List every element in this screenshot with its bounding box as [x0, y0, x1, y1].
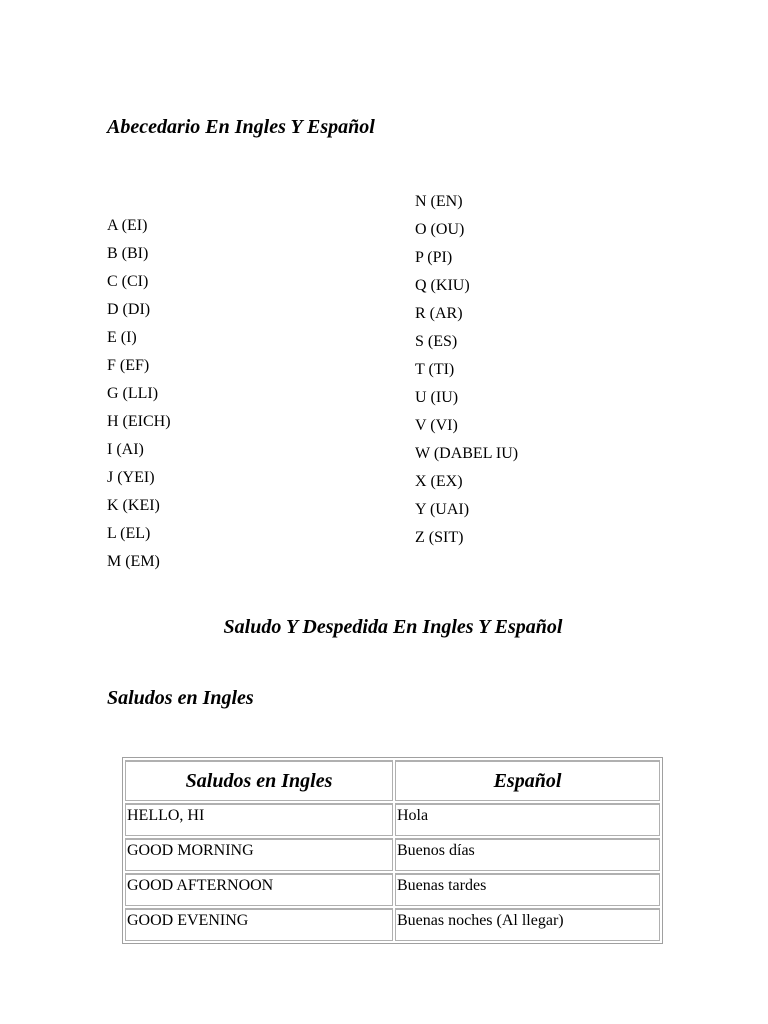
subsection-title: Saludos en Ingles	[107, 687, 254, 709]
alphabet-item: H (EICH)	[107, 413, 171, 430]
alphabet-item: E (I)	[107, 329, 137, 346]
alphabet-list-right	[415, 188, 518, 552]
alphabet-item: V (VI)	[415, 417, 458, 434]
alphabet-item: I (AI)	[107, 441, 144, 458]
alphabet-item: J (YEI)	[107, 469, 155, 486]
alphabet-item: Z (SIT)	[415, 529, 464, 546]
alphabet-list-left	[107, 212, 171, 576]
table-cell: HELLO, HI	[125, 803, 393, 836]
table-cell: Hola	[395, 803, 660, 836]
alphabet-item: B (BI)	[107, 245, 149, 262]
alphabet-item: T (TI)	[415, 361, 455, 378]
alphabet-item: Y (UAI)	[415, 501, 470, 518]
alphabet-item: O (OU)	[415, 221, 465, 238]
alphabet-item: F (EF)	[107, 357, 150, 374]
section-title: Saludo Y Despedida En Ingles Y Español	[223, 616, 563, 638]
alphabet-item: X (EX)	[415, 473, 463, 490]
table-row	[125, 873, 660, 906]
document-title: Abecedario En Ingles Y Español	[107, 116, 375, 138]
greetings-table	[122, 757, 663, 944]
alphabet-item: P (PI)	[415, 249, 453, 266]
table-cell: Buenas noches (Al llegar)	[395, 908, 660, 941]
table-cell: Buenas tardes	[395, 873, 660, 906]
table-row	[125, 908, 660, 941]
alphabet-item: Q (KIU)	[415, 277, 470, 294]
alphabet-item: N (EN)	[415, 193, 463, 210]
table-cell: Buenos días	[395, 838, 660, 871]
table-cell: GOOD AFTERNOON	[125, 873, 393, 906]
table-header-row	[125, 760, 660, 801]
table-cell: GOOD EVENING	[125, 908, 393, 941]
alphabet-item: W (DABEL IU)	[415, 445, 519, 462]
table-header-cell: Saludos en Ingles	[125, 760, 393, 801]
alphabet-item: R (AR)	[415, 305, 463, 322]
alphabet-item: A (EI)	[107, 217, 148, 234]
alphabet-item: S (ES)	[415, 333, 458, 350]
alphabet-item: K (KEI)	[107, 497, 160, 514]
alphabet-item: U (IU)	[415, 389, 459, 406]
alphabet-item: G (LLI)	[107, 385, 159, 402]
alphabet-item: D (DI)	[107, 301, 151, 318]
table-header-cell: Español	[395, 760, 660, 801]
alphabet-item: L (EL)	[107, 525, 151, 542]
table-row	[125, 838, 660, 871]
alphabet-item: C (CI)	[107, 273, 149, 290]
table-cell: GOOD MORNING	[125, 838, 393, 871]
alphabet-item: M (EM)	[107, 553, 160, 570]
table-row	[125, 803, 660, 836]
